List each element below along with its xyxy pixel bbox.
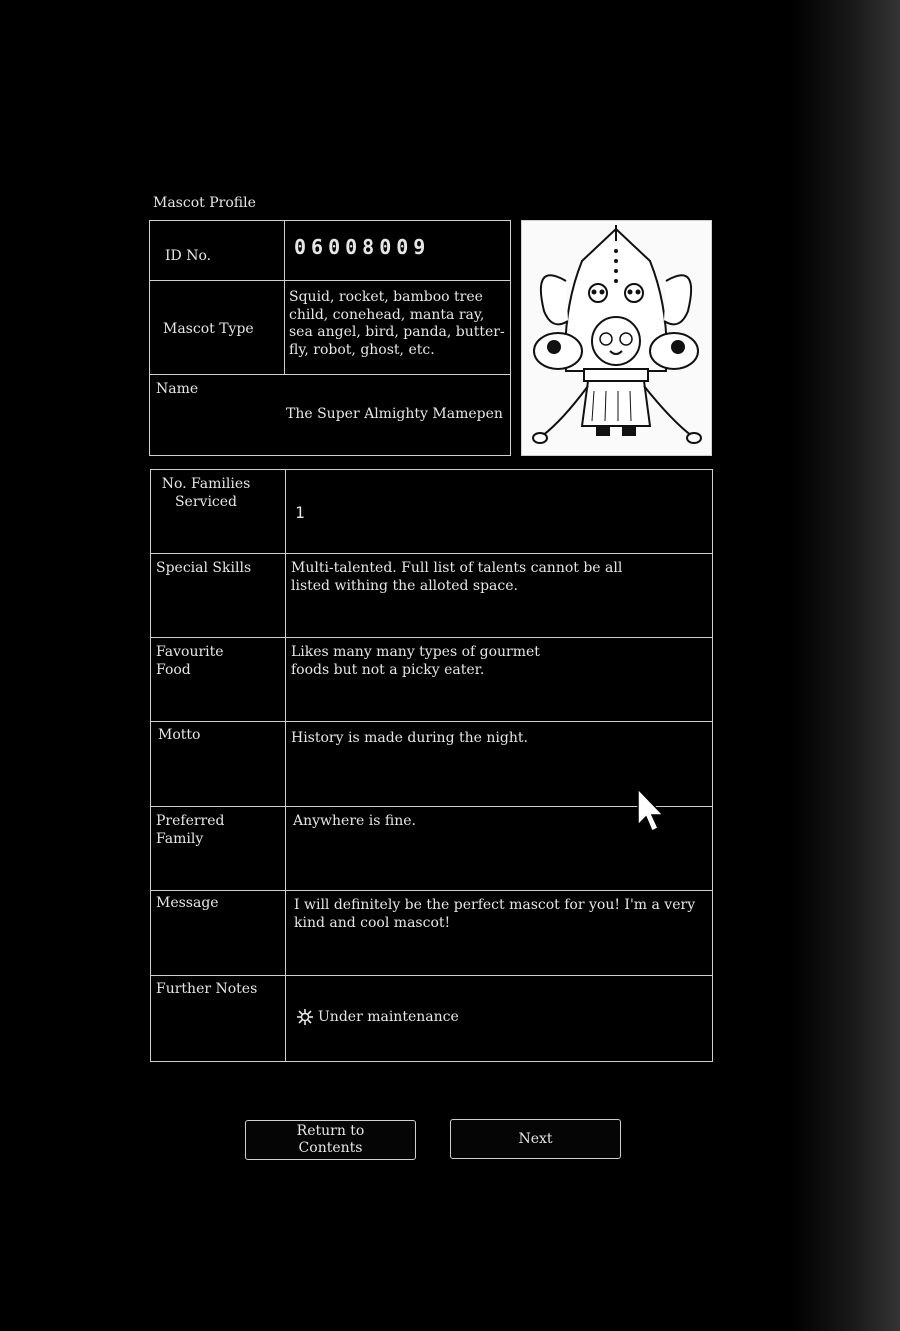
table-row xyxy=(151,470,712,554)
mascot-portrait xyxy=(521,220,712,456)
profile-table xyxy=(149,220,511,456)
table-row xyxy=(151,638,712,722)
id-label: ID No. xyxy=(165,248,212,264)
special-skills-value: Multi-talented. Full list of talents cannot be all listed withing the alloted space. xyxy=(291,560,623,594)
further-notes-label: Further Notes xyxy=(156,981,258,997)
motto-label: Motto xyxy=(158,727,201,743)
further-notes-text: Under maintenance xyxy=(318,1009,459,1025)
table-row xyxy=(151,891,712,976)
name-value: The Super Almighty Mamepen xyxy=(286,406,503,422)
return-to-contents-button[interactable] xyxy=(245,1120,416,1160)
next-button-label: Next xyxy=(518,1130,553,1147)
page-title: Mascot Profile xyxy=(153,195,256,211)
message-label: Message xyxy=(156,895,219,911)
table-row xyxy=(151,554,712,638)
message-value: I will definitely be the perfect mascot for you! I'm a very kind and cool mascot! xyxy=(294,897,696,931)
table-row xyxy=(151,722,712,807)
table-row xyxy=(151,976,712,1061)
name-label: Name xyxy=(156,381,199,397)
mascot-type-label: Mascot Type xyxy=(163,321,254,337)
favourite-food-label: Favourite Food xyxy=(156,644,224,678)
mascot-type-value: Squid, rocket, bamboo tree child, conehead, manta ray, sea angel, bird, panda, butter-fly, robot, ghost, etc. xyxy=(289,289,505,358)
preferred-family-label: Preferred Family xyxy=(156,813,225,847)
families-serviced-label: No. Families Serviced xyxy=(161,476,251,510)
further-notes-value xyxy=(296,1008,706,1027)
id-value: 06008009 xyxy=(294,235,431,259)
special-skills-label: Special Skills xyxy=(156,560,252,576)
families-serviced-value: 1 xyxy=(295,503,305,522)
asterisk-gear-icon xyxy=(296,1008,314,1026)
next-button[interactable] xyxy=(450,1119,621,1159)
table-row xyxy=(151,807,712,891)
return-button-label: Return to Contents xyxy=(296,1123,365,1156)
mascot-portrait-icon xyxy=(522,221,711,455)
motto-value: History is made during the night. xyxy=(291,730,528,746)
favourite-food-value: Likes many many types of gourmet foods but not a picky eater. xyxy=(291,644,540,678)
details-table xyxy=(150,469,713,1062)
mouse-pointer-icon xyxy=(636,787,666,835)
page-edge-shading xyxy=(790,0,900,1331)
preferred-family-value: Anywhere is fine. xyxy=(293,813,416,829)
